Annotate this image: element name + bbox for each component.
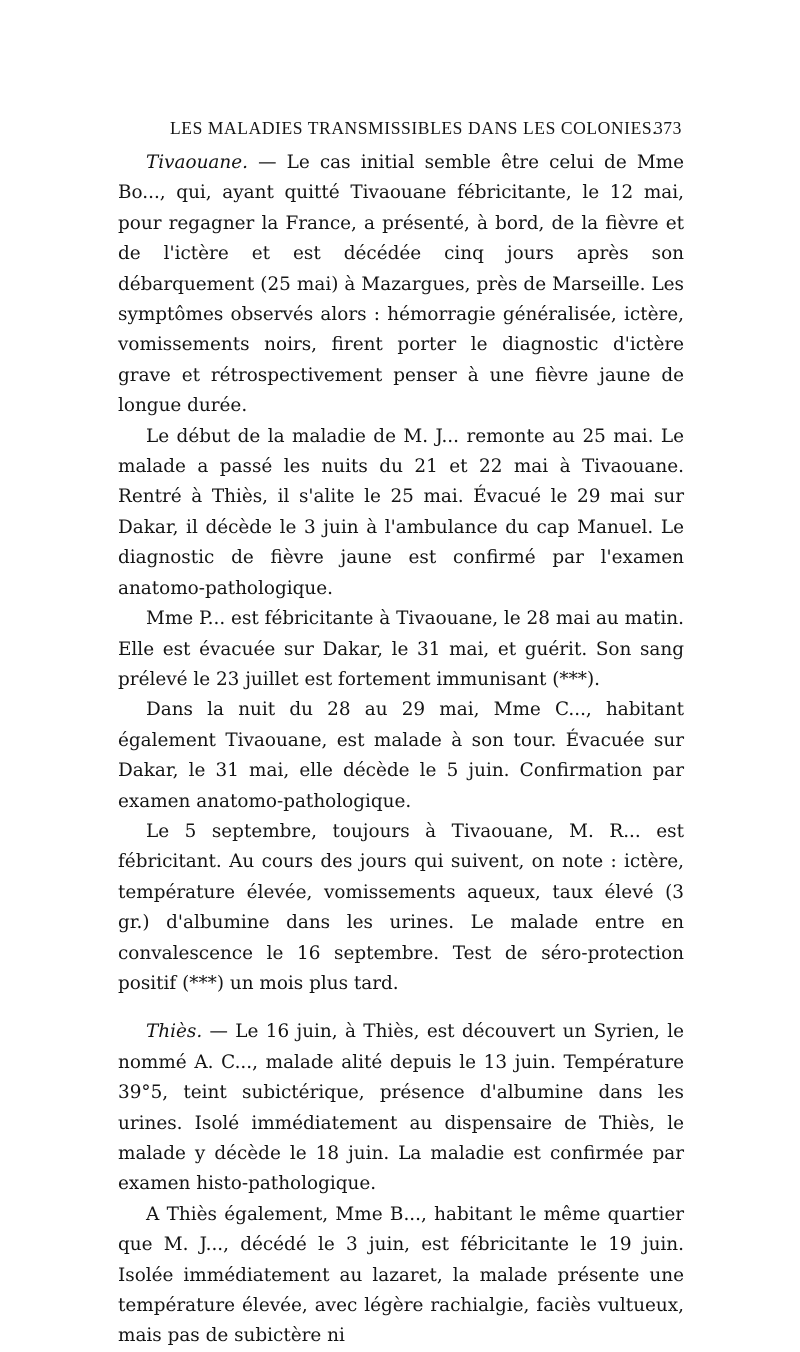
paragraph-text: Mme P... est fébricitante à Tivaouane, le 28 mai au matin. Elle est évacuée sur Dakar, le 31 mai, et guérit. Son sang prélevé le 23 juillet est fortement immunisant (***). [118, 608, 684, 690]
running-head [118, 118, 682, 142]
paragraph-text: Dans la nuit du 28 au 29 mai, Mme C..., habitant également Tivaouane, est malade à son tour. Évacuée sur Dakar, le 31 mai, elle décède le 5 juin. Confirmation par examen anatomo-pathologique. [118, 699, 684, 812]
paragraph-mme-c [118, 695, 684, 817]
paragraph-mme-p [118, 604, 684, 695]
paragraph-mme-b [118, 1200, 684, 1352]
paragraph-thies [118, 1017, 684, 1199]
paragraph-tivaouane [118, 148, 684, 422]
body-text [118, 148, 684, 1352]
section-lead-thies: Thiès. [146, 1021, 203, 1043]
paragraph-text: — Le cas initial semble être celui de Mme Bo..., qui, ayant quitté Tivaouane fébricitante, le 12 mai, pour regagner la France, a présenté, à bord, de la fièvre et de l'ictère et est décédée cinq jours après son débarquement (25 mai) à Mazargues, près de Marseille. Les symptômes observés alors : hémorragie généralisée, ictère, vomissements noirs, firent porter le diagnostic d'ictère grave et rétrospectivement penser à une fièvre jaune de longue durée. [118, 152, 684, 417]
paragraph-text: Le 5 septembre, toujours à Tivaouane, M. R... est fébricitant. Au cours des jours qui suivent, on note : ictère, température élevée, vomissements aqueux, taux élevé (3 gr.) d'albumine dans les urines. Le malade entre en convalescence le 16 septembre. Test de séro-protection positif (***) un mois plus tard. [118, 820, 684, 994]
paragraph-text: Le début de la maladie de M. J... remonte au 25 mai. Le malade a passé les nuits du 21 et 22 mai à Tivaouane. Rentré à Thiès, il s'alite le 25 mai. Évacué le 29 mai sur Dakar, il décède le 3 juin à l'ambulance du cap Manuel. Le diagnostic de fièvre jaune est confirmé par l'examen anatomo-pathologique. [118, 425, 684, 599]
section-lead-tivaouane: Tivaouane. [146, 152, 248, 173]
paragraph-text: A Thiès également, Mme B..., habitant le même quartier que M. J..., décédé le 3 juin, est fébricitante le 19 juin. Isolée immédiatement au lazaret, la malade présente une température élevée, avec légère rachialgie, faciès vultueux, mais pas de subictère ni [118, 1203, 684, 1347]
paragraph-m-j [118, 422, 684, 604]
paragraph-text: — Le 16 juin, à Thiès, est découvert un Syrien, le nommé A. C..., malade alité depuis le 13 juin. Température 39°5, teint subictérique, présence d'albumine dans les urines. Isolé immédiatement au dispensaire de Thiès, le malade y décède le 18 juin. La maladie est confirmée par examen histo-pathologique. [118, 1021, 684, 1195]
running-title: LES MALADIES TRANSMISSIBLES DANS LES COLONIES. [170, 118, 658, 138]
page-number: 373 [653, 118, 682, 138]
paragraph-m-r [118, 817, 684, 999]
